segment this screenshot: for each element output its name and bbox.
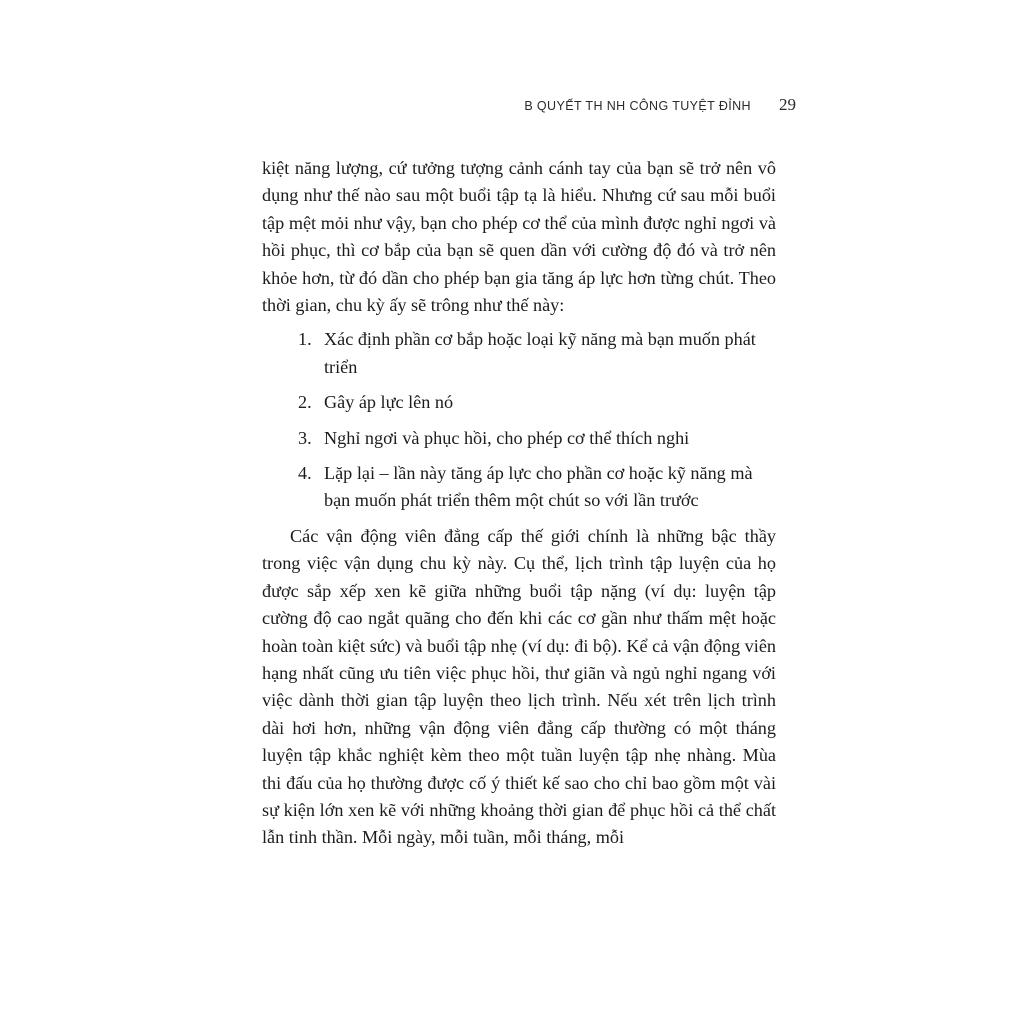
list-item-text: Nghỉ ngơi và phục hồi, cho phép cơ thể thích nghi [324, 427, 690, 448]
list-item [298, 425, 776, 452]
body-text [262, 155, 776, 852]
cycle-steps-list [262, 326, 776, 514]
list-item-text: Xác định phần cơ bắp hoặc loại kỹ năng mà bạn muốn phát triển [324, 329, 756, 377]
page-number: 29 [779, 95, 796, 114]
list-item-number: 3. [298, 427, 312, 448]
paragraph-continuation: kiệt năng lượng, cứ tưởng tượng cảnh cánh tay của bạn sẽ trở nên vô dụng như thế nào sau một buổi tập tạ là hiểu. Nhưng cứ sau mỗi buổi tập mệt mỏi như vậy, bạn cho phép cơ thể của mình được nghỉ ngơi và hồi phục, thì cơ bắp của bạn sẽ quen dần với cường độ đó và trở nên khỏe hơn, từ đó dần cho phép bạn gia tăng áp lực hơn từng chút. Theo thời gian, chu kỳ ấy sẽ trông như thế này: [262, 158, 776, 316]
list-item [298, 326, 776, 381]
running-header [524, 95, 796, 115]
list-item-number: 4. [298, 463, 312, 484]
paragraph-athletes: Các vận động viên đẳng cấp thế giới chính là những bậc thầy trong việc vận dụng chu kỳ này. Cụ thể, lịch trình tập luyện của họ được sắp xếp xen kẽ giữa những buổi tập nặng (ví dụ: luyện tập cường độ cao ngắt quãng cho đến khi các cơ gần như thấm mệt hoặc hoàn toàn kiệt sức) và buổi tập nhẹ (ví dụ: đi bộ). Kể cả vận động viên hạng nhất cũng ưu tiên việc phục hồi, thư giãn và ngủ nghỉ ngang với việc dành thời gian tập luyện theo lịch trình. Nếu xét trên lịch trình dài hơi hơn, những vận động viên đẳng cấp thường có một tháng luyện tập khắc nghiệt kèm theo một tuần luyện tập nhẹ nhàng. Mùa thi đấu của họ thường được cố ý thiết kế sao cho chỉ bao gồm một vài sự kiện lớn xen kẽ với những khoảng thời gian để phục hồi cả thể chất lẫn tinh thần. Mỗi ngày, mỗi tuần, mỗi tháng, mỗi [262, 525, 776, 848]
list-item-text: Lặp lại – lần này tăng áp lực cho phần cơ hoặc kỹ năng mà bạn muốn phát triển thêm một chút so với lần trước [324, 463, 753, 511]
running-title: B QUYẾT TH NH CÔNG TUYỆT ĐỈNH [524, 99, 751, 113]
list-item-text: Gây áp lực lên nó [324, 392, 454, 413]
list-item-number: 1. [298, 329, 312, 350]
list-item [298, 389, 776, 416]
list-item-number: 2. [298, 392, 312, 413]
list-item [298, 460, 776, 515]
